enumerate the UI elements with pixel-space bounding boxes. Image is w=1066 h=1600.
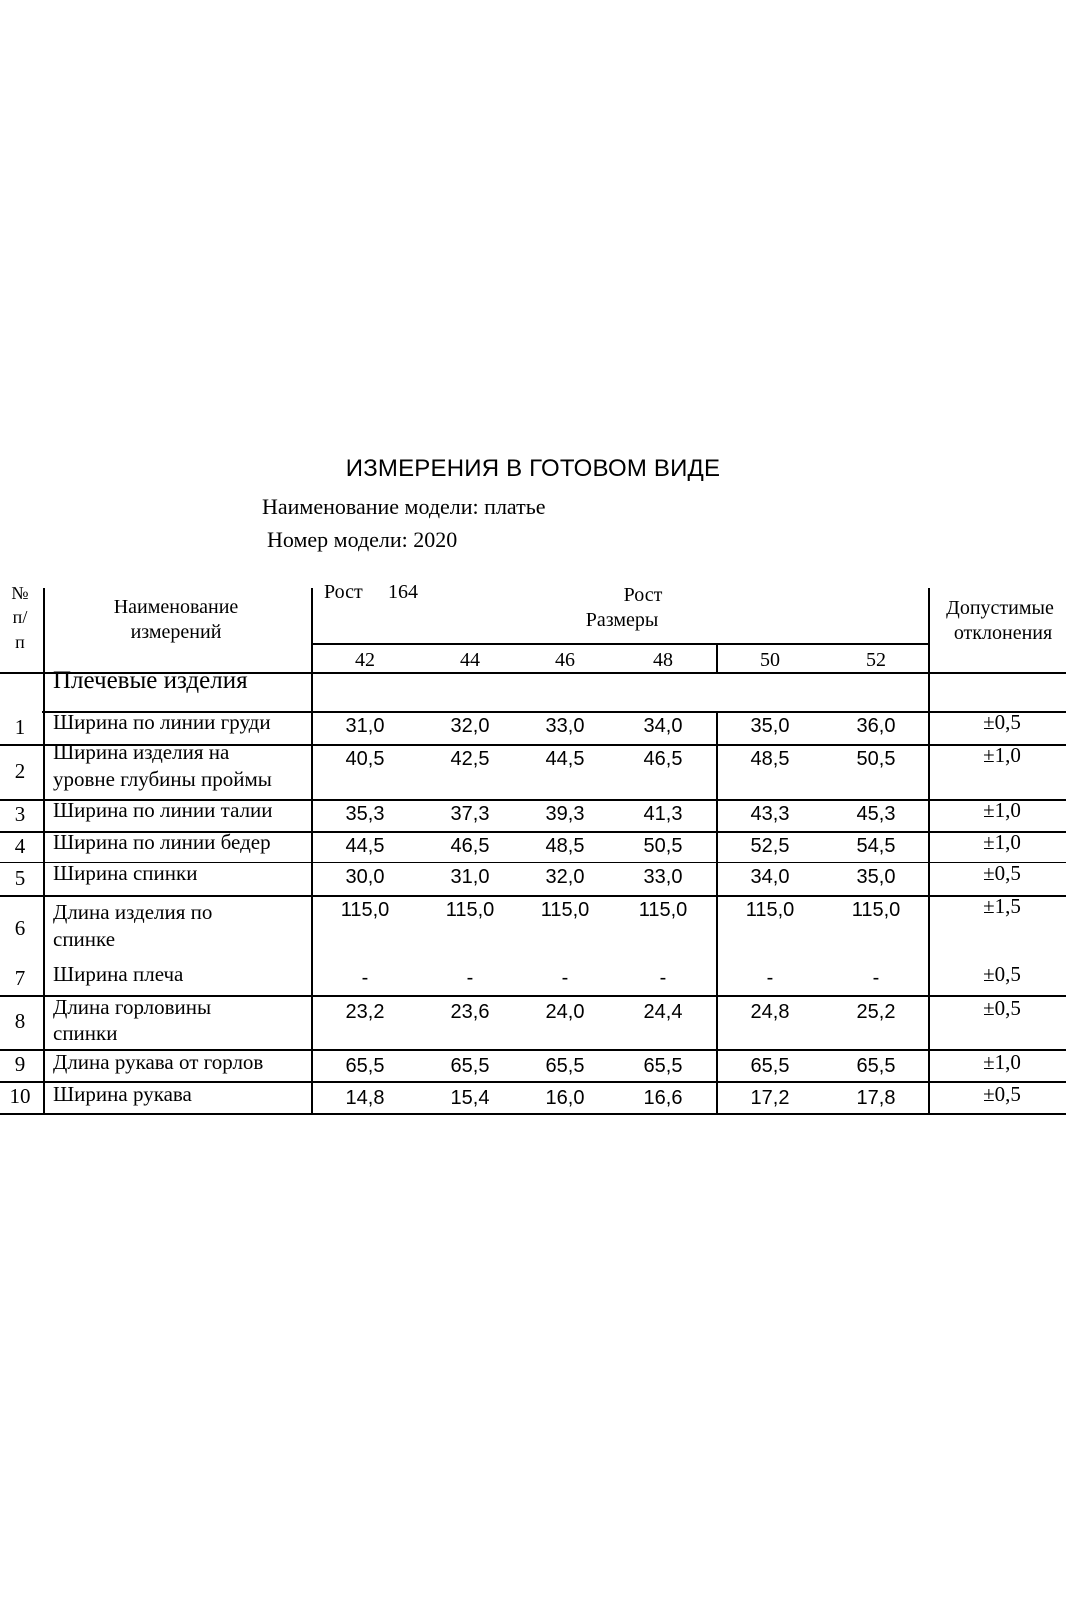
row-value-size-46: 39,3 <box>545 803 585 825</box>
row-value-size-52: 54,5 <box>856 835 896 857</box>
row-tolerance: ±1,5 <box>983 894 1021 918</box>
row-value-size-42: 23,2 <box>345 1001 385 1023</box>
row-value-size-48: 46,5 <box>643 748 683 770</box>
row-value-size-50: 43,3 <box>750 803 790 825</box>
row-rule <box>0 1049 1066 1051</box>
row-value-size-48: 16,6 <box>643 1087 683 1109</box>
header-tolerance-line1: Допустимые <box>946 597 1054 619</box>
row-number: 4 <box>14 833 26 858</box>
row-value-size-52: 35,0 <box>856 866 896 888</box>
row-value-size-52: 45,3 <box>856 803 896 825</box>
row-value-size-44: 42,5 <box>450 748 490 770</box>
row-value-size-46: 33,0 <box>545 715 585 737</box>
header-name-line2: измерений <box>130 621 222 643</box>
row-tolerance: ±0,5 <box>983 710 1021 734</box>
row-rule <box>0 799 1066 801</box>
row-value-size-48: 24,4 <box>643 1001 683 1023</box>
row-value-size-44: 15,4 <box>450 1087 490 1109</box>
row-measurement-name: уровне глубины проймы <box>53 767 272 791</box>
row-number: 5 <box>14 865 26 890</box>
row-value-size-48: 33,0 <box>643 866 683 888</box>
header-num-line2: п/ <box>12 607 28 627</box>
row-value-size-44: 65,5 <box>450 1055 490 1077</box>
header-tolerance-line2: отклонения <box>953 622 1053 644</box>
row-value-size-44: 23,6 <box>450 1001 490 1023</box>
row-value-size-52: 17,8 <box>856 1087 896 1109</box>
row-value-size-50: 34,0 <box>750 866 790 888</box>
row-value-size-44: 32,0 <box>450 715 490 737</box>
model-name-line: Наименование модели: платье <box>262 494 546 519</box>
row-value-size-48: 65,5 <box>643 1055 683 1077</box>
row-number: 10 <box>9 1084 31 1108</box>
section-heading: Плечевые изделия <box>53 667 248 694</box>
row-tolerance: ±0,5 <box>983 861 1021 885</box>
row-value-size-50: 17,2 <box>750 1087 790 1109</box>
row-value-size-48: 41,3 <box>643 803 683 825</box>
row-value-size-46: 32,0 <box>545 866 585 888</box>
row-value-size-42: 115,0 <box>340 899 390 921</box>
row-value-size-52: 36,0 <box>856 715 896 737</box>
row-measurement-name: Ширина плеча <box>53 962 184 986</box>
row-measurement-name: спинки <box>53 1021 118 1045</box>
header-num-line3: п <box>15 632 25 652</box>
header-bottom-rule <box>0 672 1066 674</box>
row-number: 7 <box>14 966 26 990</box>
size-header-48: 48 <box>653 649 673 671</box>
row-value-size-46: 24,0 <box>545 1001 585 1023</box>
size-header-50: 50 <box>760 649 780 671</box>
row-value-size-48: - <box>659 967 667 989</box>
row-measurement-name: Длина горловины <box>53 995 212 1019</box>
num-col-rule <box>43 588 45 1114</box>
row-tolerance: ±1,0 <box>983 1050 1021 1074</box>
row-measurement-name: Ширина по линии талии <box>53 798 273 822</box>
row-tolerance: ±0,5 <box>983 962 1021 986</box>
size-group-rule <box>716 643 718 672</box>
row-value-size-42: 35,3 <box>345 803 385 825</box>
size-header-46: 46 <box>555 649 575 671</box>
row-value-size-46: 16,0 <box>545 1087 585 1109</box>
row-value-size-50: 48,5 <box>750 748 790 770</box>
row-rule <box>0 1081 1066 1083</box>
row-tolerance: ±1,0 <box>983 798 1021 822</box>
row-value-size-42: 44,5 <box>345 835 385 857</box>
row-value-size-44: 46,5 <box>450 835 490 857</box>
row-value-size-50: 35,0 <box>750 715 790 737</box>
row-value-size-52: 115,0 <box>851 899 901 921</box>
row-measurement-name: Ширина рукава <box>53 1082 192 1106</box>
header-sizes-label: Размеры <box>585 609 659 631</box>
row-value-size-50: - <box>766 967 774 989</box>
row-value-size-44: 37,3 <box>450 803 490 825</box>
row-value-size-52: 25,2 <box>856 1001 896 1023</box>
row-value-size-52: - <box>872 967 880 989</box>
row-measurement-name: Ширина спинки <box>53 861 198 885</box>
row-value-size-46: 65,5 <box>545 1055 585 1077</box>
row-rule <box>0 831 1066 833</box>
header-name-line1: Наименование <box>113 596 239 618</box>
row-value-size-42: - <box>361 967 369 989</box>
row-value-size-46: 115,0 <box>540 899 590 921</box>
row-tolerance: ±0,5 <box>983 1082 1021 1106</box>
header-height-label: Рост <box>324 581 363 603</box>
name-col-rule <box>311 588 313 1114</box>
row-value-size-50: 52,5 <box>750 835 790 857</box>
row-number: 1 <box>14 714 26 739</box>
row-value-size-46: - <box>561 967 569 989</box>
row-tolerance: ±0,5 <box>983 996 1021 1020</box>
row-measurement-name: Ширина изделия на <box>53 740 230 764</box>
row-number: 6 <box>14 916 26 940</box>
row-tolerance: ±1,0 <box>983 830 1021 854</box>
row-value-size-42: 40,5 <box>345 748 385 770</box>
row-measurement-name: Длина изделия по <box>53 900 213 924</box>
row-number: 8 <box>14 1009 26 1033</box>
row-value-size-42: 14,8 <box>345 1087 385 1109</box>
row-rule <box>0 995 1066 997</box>
row-value-size-46: 48,5 <box>545 835 585 857</box>
model-number-line: Номер модели: 2020 <box>267 527 458 552</box>
row-number: 9 <box>14 1052 26 1076</box>
row-rule <box>0 744 1066 746</box>
row-value-size-52: 65,5 <box>856 1055 896 1077</box>
row-measurement-name: Ширина по линии бедер <box>53 830 271 854</box>
size-header-44: 44 <box>460 649 480 671</box>
row-measurement-name: спинке <box>53 927 116 951</box>
size-header-42: 42 <box>355 649 375 671</box>
row-value-size-48: 34,0 <box>643 715 683 737</box>
document-title: ИЗМЕРЕНИЯ В ГОТОВОМ ВИДЕ <box>345 455 721 482</box>
row-value-size-42: 65,5 <box>345 1055 385 1077</box>
tolerance-col-rule <box>928 588 930 1114</box>
row-rule <box>0 862 1066 863</box>
size-header-52: 52 <box>866 649 886 671</box>
row-value-size-52: 50,5 <box>856 748 896 770</box>
row-value-size-44: - <box>466 967 474 989</box>
row-measurement-name: Ширина по линии груди <box>53 710 271 734</box>
row-rule <box>0 895 1066 897</box>
row-value-size-48: 115,0 <box>638 899 688 921</box>
row-tolerance: ±1,0 <box>983 743 1021 767</box>
row-measurement-name: Длина рукава от горлов <box>53 1050 264 1074</box>
row-value-size-50: 65,5 <box>750 1055 790 1077</box>
row-value-size-46: 44,5 <box>545 748 585 770</box>
header-num-line1: № <box>11 583 29 603</box>
table-bottom-rule <box>0 1113 1066 1115</box>
header-height-value: 164 <box>388 581 418 603</box>
row-rule <box>42 711 1066 713</box>
row-value-size-42: 31,0 <box>345 715 385 737</box>
row-value-size-50: 115,0 <box>745 899 795 921</box>
row-value-size-42: 30,0 <box>345 866 385 888</box>
row-value-size-44: 31,0 <box>450 866 490 888</box>
header-height-label-2: Рост <box>623 584 663 606</box>
row-number: 3 <box>14 802 26 826</box>
row-value-size-50: 24,8 <box>750 1001 790 1023</box>
header-sizes-rule <box>312 643 928 645</box>
row-number: 2 <box>14 758 26 783</box>
row-value-size-44: 115,0 <box>445 899 495 921</box>
row-value-size-48: 50,5 <box>643 835 683 857</box>
size-group-rule <box>716 711 718 1114</box>
